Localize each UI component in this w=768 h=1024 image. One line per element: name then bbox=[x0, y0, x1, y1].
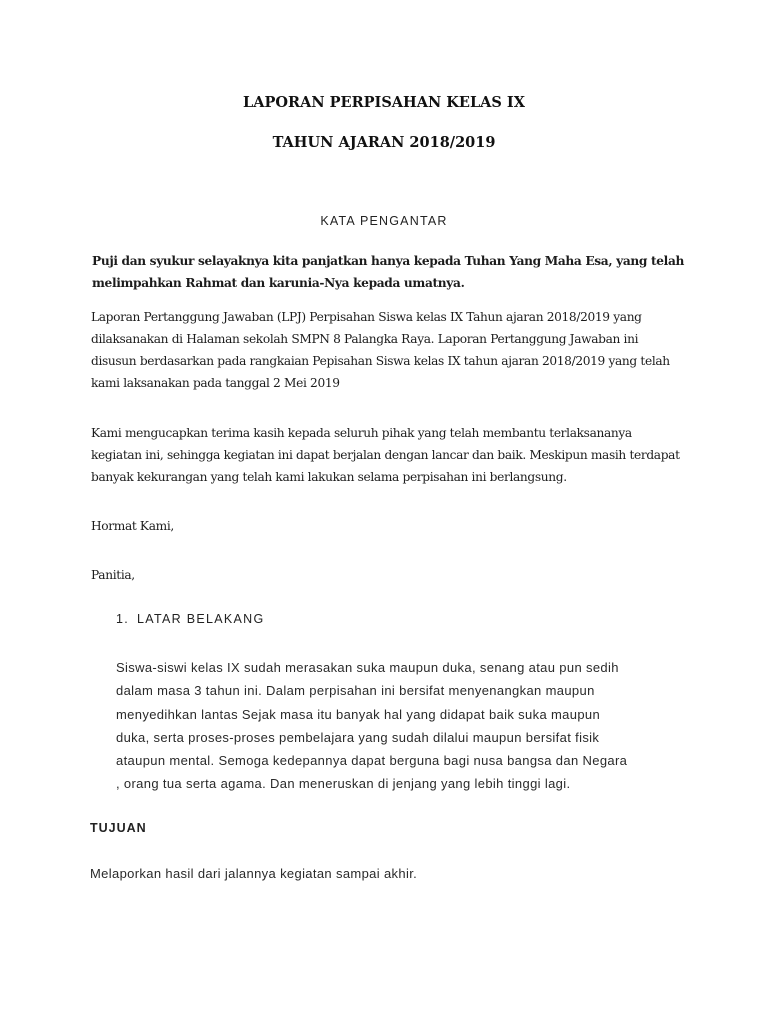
closing-greeting bbox=[91, 515, 174, 537]
text-line: Laporan Pertanggung Jawaban (LPJ) Perpisahan Siswa kelas IX Tahun ajaran 2018/2019 yang bbox=[91, 310, 642, 324]
signature-committee bbox=[91, 564, 135, 586]
text-line: Puji dan syukur selayaknya kita panjatkan hanya kepada Tuhan Yang Maha Esa, yang telah bbox=[92, 254, 685, 268]
text-line: Kami mengucapkan terima kasih kepada seluruh pihak yang telah membantu terlaksananya bbox=[91, 426, 632, 440]
text-line: Panitia, bbox=[91, 568, 135, 582]
foreword-paragraph-1 bbox=[92, 250, 684, 294]
text-line: dalam masa 3 tahun ini. Dalam perpisahan ini bersifat menyenangkan maupun bbox=[116, 683, 595, 699]
text-line: kami laksanakan pada tanggal 2 Mei 2019 bbox=[91, 376, 340, 390]
text-line: melimpahkan Rahmat dan karunia-Nya kepada umatnya. bbox=[92, 276, 465, 290]
text-line: kegiatan ini, sehingga kegiatan ini dapat berjalan dengan lancar dan baik. Meskipun masih terdapat bbox=[91, 448, 680, 462]
document-title: LAPORAN PERPISAHAN KELAS IX bbox=[243, 94, 525, 111]
text-line: dilaksanakan di Halaman sekolah SMPN 8 Palangka Raya. Laporan Pertanggung Jawaban ini bbox=[91, 332, 639, 346]
purpose-paragraph: Melaporkan hasil dari jalannya kegiatan sampai akhir. bbox=[90, 866, 418, 881]
background-paragraph bbox=[116, 656, 627, 796]
text-line: Siswa-siswi kelas IX sudah merasakan suka maupun duka, senang atau pun sedih bbox=[116, 660, 619, 675]
section-heading-background bbox=[116, 612, 265, 626]
foreword-paragraph-3 bbox=[91, 422, 680, 488]
text-line: menyedihkan lantas Sejak masa itu banyak hal yang didapat baik suka maupun bbox=[116, 706, 601, 722]
text-line: ataupun mental. Semoga kedepannya dapat berguna bagi nusa bangsa dan Negara bbox=[116, 753, 628, 769]
document-subtitle: TAHUN AJARAN 2018/2019 bbox=[272, 134, 496, 151]
section-heading-text: LATAR BELAKANG bbox=[137, 612, 265, 626]
foreword-heading: KATA PENGANTAR bbox=[320, 214, 448, 228]
text-line: disusun berdasarkan pada rangkaian Pepisahan Siswa kelas IX tahun ajaran 2018/2019 yang telah bbox=[91, 354, 670, 368]
text-line: banyak kekurangan yang telah kami lakukan selama perpisahan ini berlangsung. bbox=[91, 470, 567, 484]
text-line: duka, serta proses-proses pembelajara yang sudah dilalui maupun bersifat fisik bbox=[116, 729, 600, 745]
section-heading-purpose: TUJUAN bbox=[90, 821, 147, 835]
text-line: , orang tua serta agama. Dan meneruskan di jenjang yang lebih tinggi lagi. bbox=[116, 776, 571, 792]
section-number: 1. bbox=[116, 612, 130, 626]
foreword-paragraph-2 bbox=[91, 306, 670, 394]
text-line: Hormat Kami, bbox=[91, 519, 174, 533]
